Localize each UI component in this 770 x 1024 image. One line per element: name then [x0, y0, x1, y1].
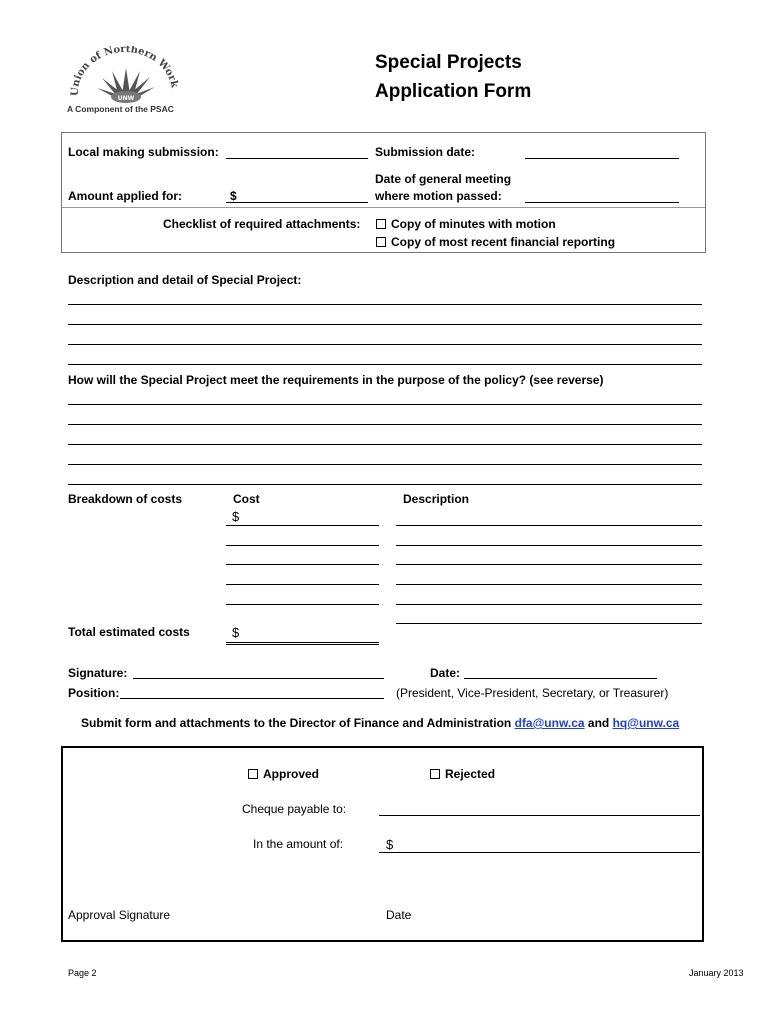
approved-label: Approved: [263, 767, 320, 781]
total-currency: $: [232, 625, 240, 640]
purpose-label: How will the Special Project meet the requirements in the purpose of the policy? (see reverse): [68, 373, 604, 387]
email-link-dfa[interactable]: dfa@unw.ca: [514, 716, 585, 730]
checklist-item-financial[interactable]: [376, 235, 615, 249]
description-line[interactable]: [68, 364, 702, 365]
rejected-label: Rejected: [445, 767, 496, 781]
amount-field[interactable]: [226, 202, 368, 203]
submission-date-field[interactable]: [525, 158, 679, 159]
logo-tagline: A Component of the PSAC: [67, 104, 174, 114]
cost-header: Cost: [233, 492, 260, 506]
description-label: Description and detail of Special Project:: [68, 273, 302, 287]
amount-label: Amount applied for:: [68, 189, 182, 203]
cost-line[interactable]: [226, 525, 379, 526]
page-number: Page 2: [68, 968, 97, 978]
cheque-field[interactable]: [379, 815, 700, 816]
checkbox-icon[interactable]: [376, 219, 386, 229]
cost-currency: $: [232, 509, 240, 524]
box-divider: [62, 207, 705, 208]
cost-description-line[interactable]: [396, 623, 702, 624]
email-link-hq[interactable]: hq@unw.ca: [612, 716, 680, 730]
submit-text: Submit form and attachments to the Director of Finance and Administration: [81, 716, 512, 730]
submit-instructions: [81, 716, 679, 730]
signature-field[interactable]: [133, 678, 384, 679]
total-costs-field[interactable]: [226, 642, 379, 645]
checklist-item-minutes[interactable]: [376, 217, 556, 231]
purpose-line[interactable]: [68, 444, 702, 445]
signature-date-label: Date:: [430, 666, 461, 680]
cost-description-line[interactable]: [396, 564, 702, 565]
description-line[interactable]: [68, 324, 702, 325]
form-title-line-2: Application Form: [375, 81, 532, 102]
breakdown-label: Breakdown of costs: [68, 492, 183, 506]
approved-option[interactable]: [248, 767, 319, 781]
svg-text:UNW: UNW: [117, 95, 135, 102]
meeting-date-field[interactable]: [525, 202, 679, 203]
cost-line[interactable]: [226, 564, 379, 565]
signature-date-field[interactable]: [464, 678, 657, 679]
cost-description-line[interactable]: [396, 545, 702, 546]
form-title-line-1: Special Projects: [375, 52, 522, 73]
footer-date: January 2013: [689, 968, 744, 978]
cost-description-line[interactable]: [396, 525, 702, 526]
local-field[interactable]: [226, 158, 368, 159]
approval-amount-label: In the amount of:: [253, 837, 344, 851]
checkbox-icon[interactable]: [430, 769, 440, 779]
checklist-label: Checklist of required attachments:: [163, 217, 361, 231]
purpose-line[interactable]: [68, 404, 702, 405]
svg-text:Union of Northern Workers: Union of Northern Work: [69, 46, 180, 97]
amount-currency: $: [230, 189, 237, 203]
description-line[interactable]: [68, 304, 702, 305]
cost-line[interactable]: [226, 604, 379, 605]
position-label: Position:: [68, 686, 120, 700]
position-note: (President, Vice-President, Secretary, or Treasurer): [396, 686, 669, 700]
description-header: Description: [403, 492, 470, 506]
meeting-date-label-2: where motion passed:: [375, 189, 502, 203]
cheque-label: Cheque payable to:: [242, 802, 347, 816]
purpose-line[interactable]: [68, 424, 702, 425]
position-field[interactable]: [120, 698, 384, 699]
signature-label: Signature:: [68, 666, 128, 680]
rejected-option[interactable]: [430, 767, 495, 781]
cost-description-line[interactable]: [396, 584, 702, 585]
checkbox-icon[interactable]: [248, 769, 258, 779]
total-costs-label: Total estimated costs: [68, 625, 190, 639]
meeting-date-label-1: Date of general meeting: [375, 172, 512, 186]
submission-date-label: Submission date:: [375, 145, 476, 159]
checklist-item-label: Copy of minutes with motion: [391, 217, 556, 231]
checklist-item-label: Copy of most recent financial reporting: [391, 235, 616, 249]
cost-description-line[interactable]: [396, 604, 702, 605]
purpose-line[interactable]: [68, 484, 702, 485]
cost-line[interactable]: [226, 584, 379, 585]
approval-date-label: Date: [386, 908, 412, 922]
approval-amount-currency: $: [386, 837, 394, 852]
local-label: Local making submission:: [68, 145, 219, 159]
cost-line[interactable]: [226, 545, 379, 546]
approval-signature-label: Approval Signature: [68, 908, 171, 922]
submit-and: and: [587, 716, 610, 730]
description-line[interactable]: [68, 344, 702, 345]
checkbox-icon[interactable]: [376, 237, 386, 247]
approval-amount-field[interactable]: [379, 852, 700, 853]
purpose-line[interactable]: [68, 464, 702, 465]
